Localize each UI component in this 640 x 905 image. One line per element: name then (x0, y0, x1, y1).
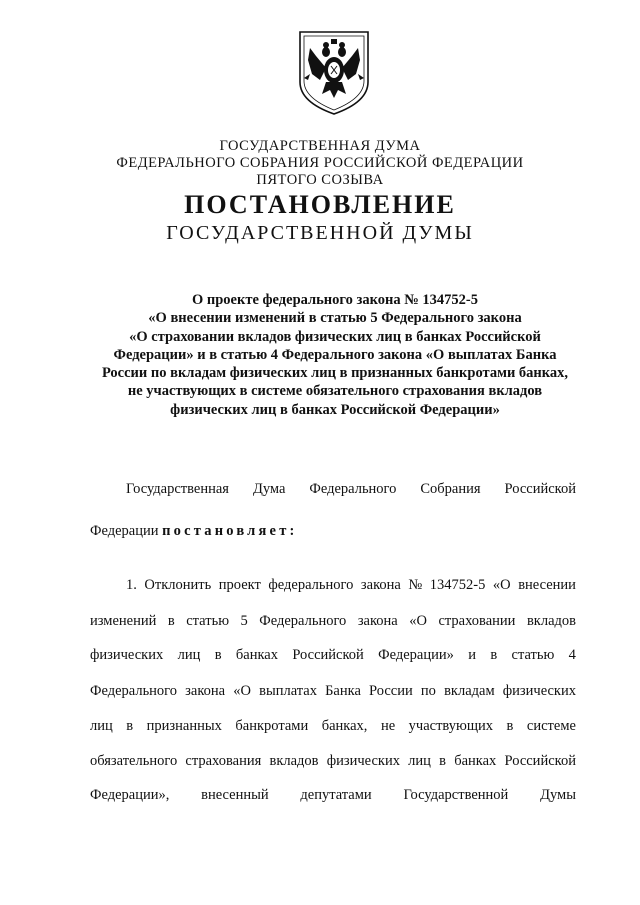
header-line-2: ФЕДЕРАЛЬНОГО СОБРАНИЯ РОССИЙСКОЙ ФЕДЕРАЦИИ (116, 155, 524, 171)
word: физических (326, 753, 400, 769)
subject-line: О проекте федерального закона № 134752-5 (191, 292, 479, 308)
word: изменений (90, 613, 157, 629)
word: 134752-5 (429, 577, 486, 593)
preamble-line-1 (126, 481, 576, 498)
word: вкладам (444, 683, 495, 699)
word: системе (526, 718, 576, 734)
word: закона (360, 577, 401, 593)
word: банкротами (235, 718, 309, 734)
word: обязательного (90, 753, 178, 769)
word: внесенный (201, 787, 269, 803)
subject-line: физических лиц в банках Российской Федерации» (170, 401, 500, 418)
preamble-prefix: Федерации (90, 523, 159, 539)
header-line-3: ПЯТОГО СОЗЫВА (256, 172, 384, 188)
word: Отклонить (144, 577, 212, 593)
subject-line: Федерации» и в статью 4 Федерального закона «О выплатах Банка (113, 346, 557, 363)
item1-line-3 (90, 647, 576, 664)
word: федерального (268, 577, 354, 593)
word: в (167, 613, 175, 629)
word: статью (511, 647, 555, 663)
word: лиц (90, 718, 113, 734)
word: статью (186, 613, 230, 629)
word: № (408, 577, 423, 593)
word: Российской (504, 753, 576, 769)
word: Банка (325, 683, 361, 699)
word: Государственной (403, 787, 509, 803)
document-subtitle: ГОСУДАРСТВЕННОЙ ДУМЫ (166, 222, 474, 244)
item1-line-6 (90, 753, 576, 770)
word: «О (233, 683, 251, 699)
word: и (468, 647, 476, 663)
word: физических (90, 647, 164, 663)
subject-line: не участвующих в системе обязательного страхования вкладов (127, 383, 543, 400)
word: проект (218, 577, 261, 593)
subject-line: «О внесении изменений в статью 5 Федерального закона (148, 310, 522, 327)
word: страхования (185, 753, 262, 769)
word: закона (357, 613, 398, 629)
word: по (420, 683, 436, 699)
item1-line-4 (90, 683, 576, 700)
word: Федерального (309, 481, 397, 497)
word: Дума (252, 481, 286, 497)
word: России (369, 683, 413, 699)
word: Думы (540, 787, 576, 803)
item1-line-1 (126, 577, 576, 594)
word: в (506, 718, 514, 734)
word: Федерации» (378, 647, 454, 663)
word: Российской (292, 647, 364, 663)
word: выплатах (259, 683, 317, 699)
word: «О (492, 577, 511, 593)
word: банках (454, 753, 497, 769)
word: Федерального (90, 683, 178, 699)
word: Собрания (420, 481, 481, 497)
word: признанных (146, 718, 222, 734)
word: Федерального (259, 613, 347, 629)
decree-verb: постановляет: (162, 523, 298, 539)
word: лиц (177, 647, 201, 663)
document-subject (100, 291, 570, 419)
word: банках, (321, 718, 368, 734)
word: не (380, 718, 396, 734)
word: участвующих (408, 718, 494, 734)
subject-line: России по вкладам физических лиц в признанных банкротами банках, (101, 365, 569, 382)
subject-line: «О страховании вкладов физических лиц в банках Российской (129, 328, 541, 345)
word: закона (185, 683, 226, 699)
word: банках (235, 647, 278, 663)
word: лиц (408, 753, 431, 769)
coat-of-arms-icon (296, 30, 372, 116)
word: вкладов (269, 753, 319, 769)
word: Федерации», (90, 787, 170, 803)
word: депутатами (300, 787, 372, 803)
word: в (490, 647, 498, 663)
item1-line-2 (90, 613, 576, 630)
word: Российской (504, 481, 576, 497)
word: «О (409, 613, 427, 629)
item1-line-5 (90, 718, 576, 735)
word: вкладов (526, 613, 576, 629)
word: 1. (126, 577, 137, 593)
word: в (214, 647, 222, 663)
word: в (126, 718, 134, 734)
word: внесении (518, 577, 576, 593)
word: физических (502, 683, 576, 699)
word: 4 (568, 647, 576, 663)
preamble-line-2 (90, 523, 576, 540)
header-line-1: ГОСУДАРСТВЕННАЯ ДУМА (219, 138, 421, 154)
word: страховании (438, 613, 516, 629)
word: в (439, 753, 446, 769)
document-title: ПОСТАНОВЛЕНИЕ (184, 190, 456, 219)
item1-line-7 (90, 787, 576, 804)
word: Государственная (126, 481, 229, 497)
word: 5 (240, 613, 248, 629)
